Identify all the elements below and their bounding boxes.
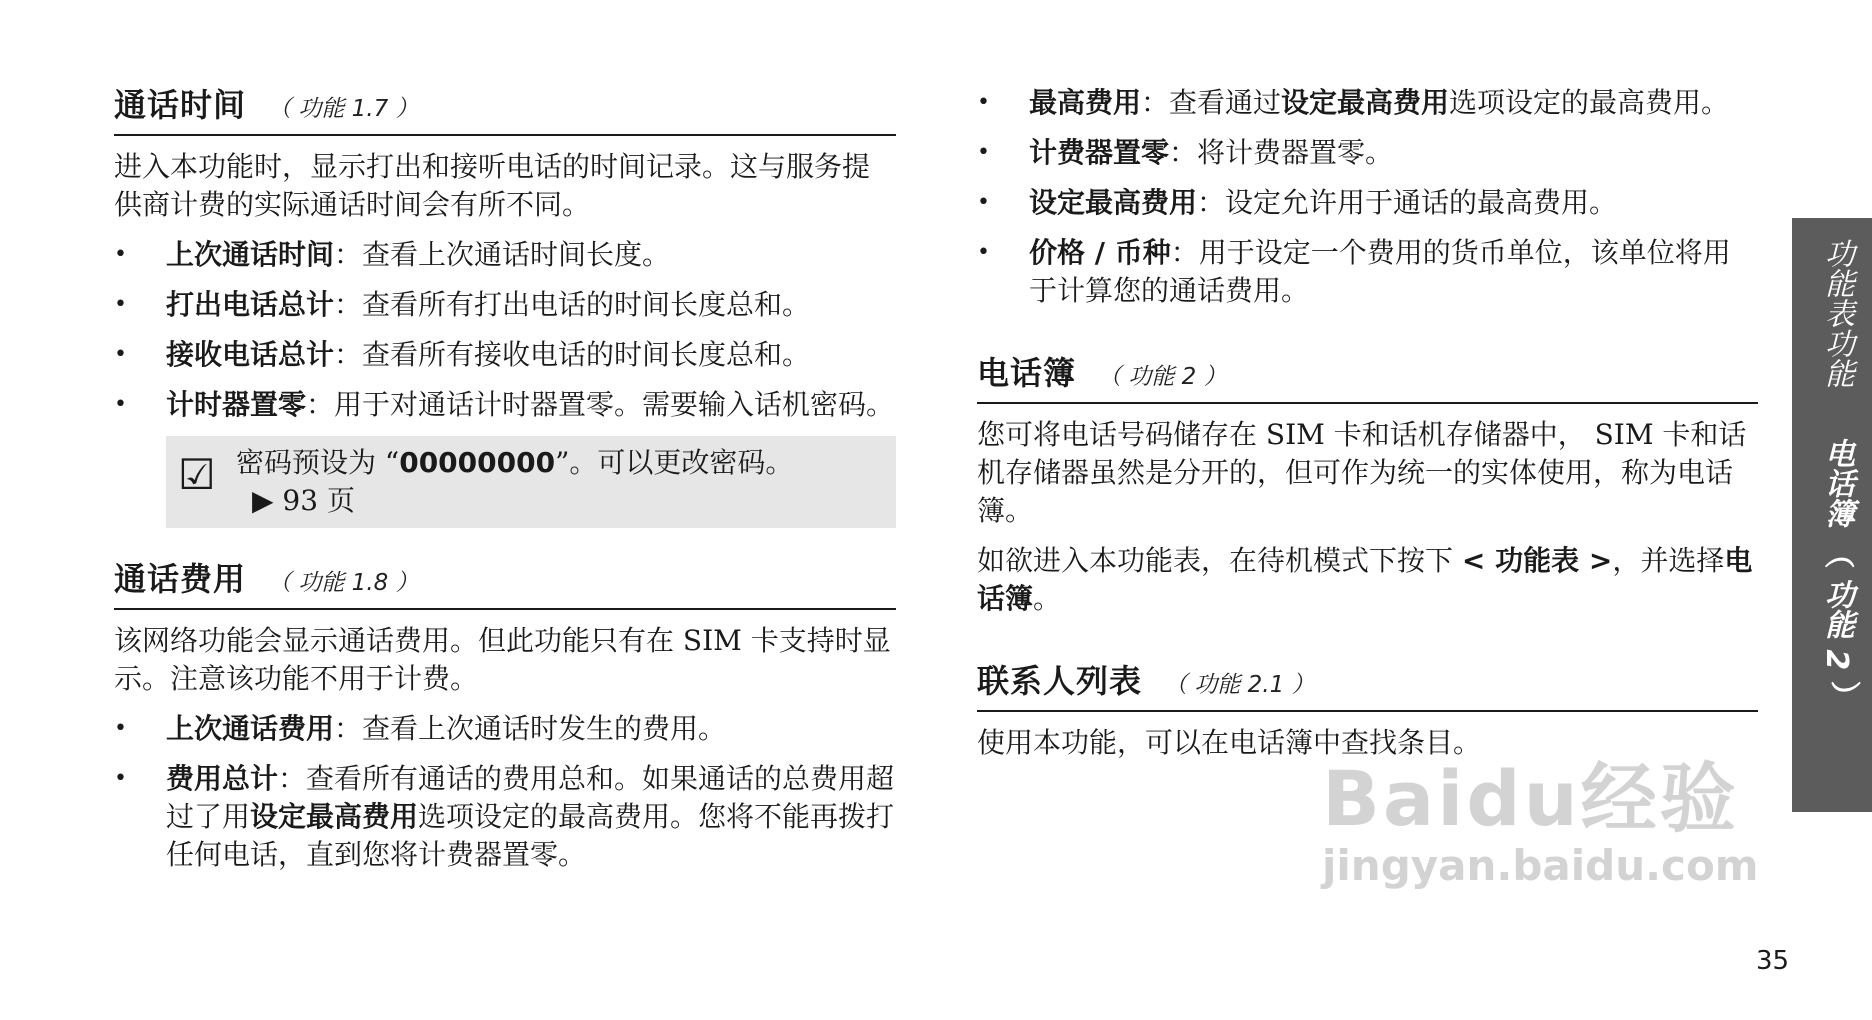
item-text: ：查看所有接收电话的时间长度总和。 — [334, 338, 811, 371]
list-item — [114, 336, 896, 374]
item-term: 打出电话总计 — [166, 288, 335, 321]
item-term: 计费器置零 — [1029, 136, 1170, 169]
item-text: ：用于设定一个费用的货币单位，该单位将用于计算您的通话费用。 — [1029, 236, 1731, 307]
item-term: 接收电话总计 — [166, 338, 335, 371]
list-item — [977, 234, 1758, 310]
menu-term: 电话簿 — [977, 544, 1753, 615]
list-item — [114, 286, 896, 324]
list-item — [114, 760, 896, 874]
list-item — [977, 134, 1758, 172]
section-intro: 该网络功能会显示通话费用。但此功能只有在 SIM 卡支持时显示。注意该功能不用于计费。 — [114, 624, 891, 695]
item-text: ：将计费器置零。 — [1169, 136, 1394, 169]
spacer — [977, 322, 1758, 348]
item-term: 上次通话时间 — [166, 238, 335, 271]
section-subtitle: （ 功能 1.7 ） — [268, 96, 419, 122]
note-text-post: ”。可以更改密码。 — [555, 446, 794, 479]
spacer — [977, 630, 1758, 656]
section-header-call-cost — [114, 554, 896, 610]
left-column — [114, 80, 896, 886]
item-text: ：用于对通话计时器置零。需要输入话机密码。 — [306, 388, 895, 421]
bullet-list — [977, 84, 1758, 310]
item-text: ：查看上次通话时发生的费用。 — [334, 712, 727, 745]
section-header-phonebook — [977, 348, 1758, 404]
watermark-url: jingyan.baidu.com — [1322, 841, 1759, 890]
item-term-inline: 设定最高费用 — [1281, 86, 1450, 119]
section-subtitle: （ 功能 2 ） — [1098, 364, 1227, 390]
section-paragraph — [977, 542, 1758, 618]
section-title: 联系人列表 — [977, 662, 1143, 700]
list-item — [977, 84, 1758, 122]
paragraph-text: 。 — [1033, 582, 1062, 615]
side-tab-chapter: 功能表功能 — [1819, 238, 1854, 388]
side-tab-section: 电话簿 （ 功能 2 ） — [1819, 437, 1854, 711]
paragraph-text: ，并选择 — [1612, 544, 1725, 577]
menu-key: < 功能表 > — [1461, 544, 1613, 577]
item-text: 选项设定的最高费用。 — [1449, 86, 1730, 119]
item-text: ：查看上次通话时间长度。 — [334, 238, 671, 271]
right-column — [977, 84, 1758, 774]
section-header-call-time — [114, 80, 896, 136]
note-text-pre: 密码预设为 “ — [236, 446, 400, 479]
item-term: 最高费用 — [1029, 86, 1142, 119]
baidu-watermark — [1322, 738, 1762, 890]
page-reference: ▶ 93 页 — [252, 484, 355, 517]
section-subtitle: （ 功能 2.1 ） — [1164, 672, 1315, 698]
item-term-inline: 设定最高费用 — [250, 800, 419, 833]
section-intro: 进入本功能时，显示打出和接听电话的时间记录。这与服务提供商计费的实际通话时间会有所不同。 — [114, 150, 871, 221]
default-password: 00000000 — [399, 446, 556, 479]
chapter-side-tab — [1792, 218, 1872, 812]
watermark-logo: Baidu经验 — [1322, 754, 1739, 843]
item-text: ：查看所有打出电话的时间长度总和。 — [334, 288, 811, 321]
section-title: 通话费用 — [114, 560, 247, 598]
side-tab-text — [1814, 238, 1858, 710]
section-paragraph: 使用本功能，可以在电话簿中查找条目。 — [977, 726, 1482, 759]
item-text: 选项设定的最高费用。您将不能再拨打任何电话，直到您将计费器置零。 — [166, 800, 895, 871]
item-text: ：查看所有通话的费用总和。如果通话的总费用超过了用 — [166, 762, 895, 833]
list-item — [114, 386, 896, 424]
item-term: 上次通话费用 — [166, 712, 335, 745]
section-title: 通话时间 — [114, 86, 247, 124]
paragraph-text: 如欲进入本功能表，在待机模式下按下 — [977, 544, 1462, 577]
checkbox-note-icon: ☑ — [178, 450, 216, 499]
section-subtitle: （ 功能 1.8 ） — [268, 570, 419, 596]
bullet-list — [114, 236, 896, 424]
bullet-list — [114, 710, 896, 874]
section-title: 电话簿 — [977, 354, 1077, 392]
section-header-contacts — [977, 656, 1758, 712]
list-item — [977, 184, 1758, 222]
item-text: ：设定允许用于通话的最高费用。 — [1197, 186, 1618, 219]
list-item — [114, 710, 896, 748]
item-term: 价格 / 币种 — [1029, 236, 1171, 269]
page-number: 35 — [1756, 946, 1790, 976]
list-item — [114, 236, 896, 274]
item-term: 计时器置零 — [166, 388, 307, 421]
item-term: 费用总计 — [166, 762, 279, 795]
item-term: 设定最高费用 — [1029, 186, 1198, 219]
note-box — [166, 436, 896, 528]
section-paragraph: 您可将电话号码储存在 SIM 卡和话机存储器中， SIM 卡和话机存储器虽然是分开的，但可作为统一的实体使用，称为电话簿。 — [977, 418, 1747, 527]
item-text: ：查看通过 — [1141, 86, 1282, 119]
